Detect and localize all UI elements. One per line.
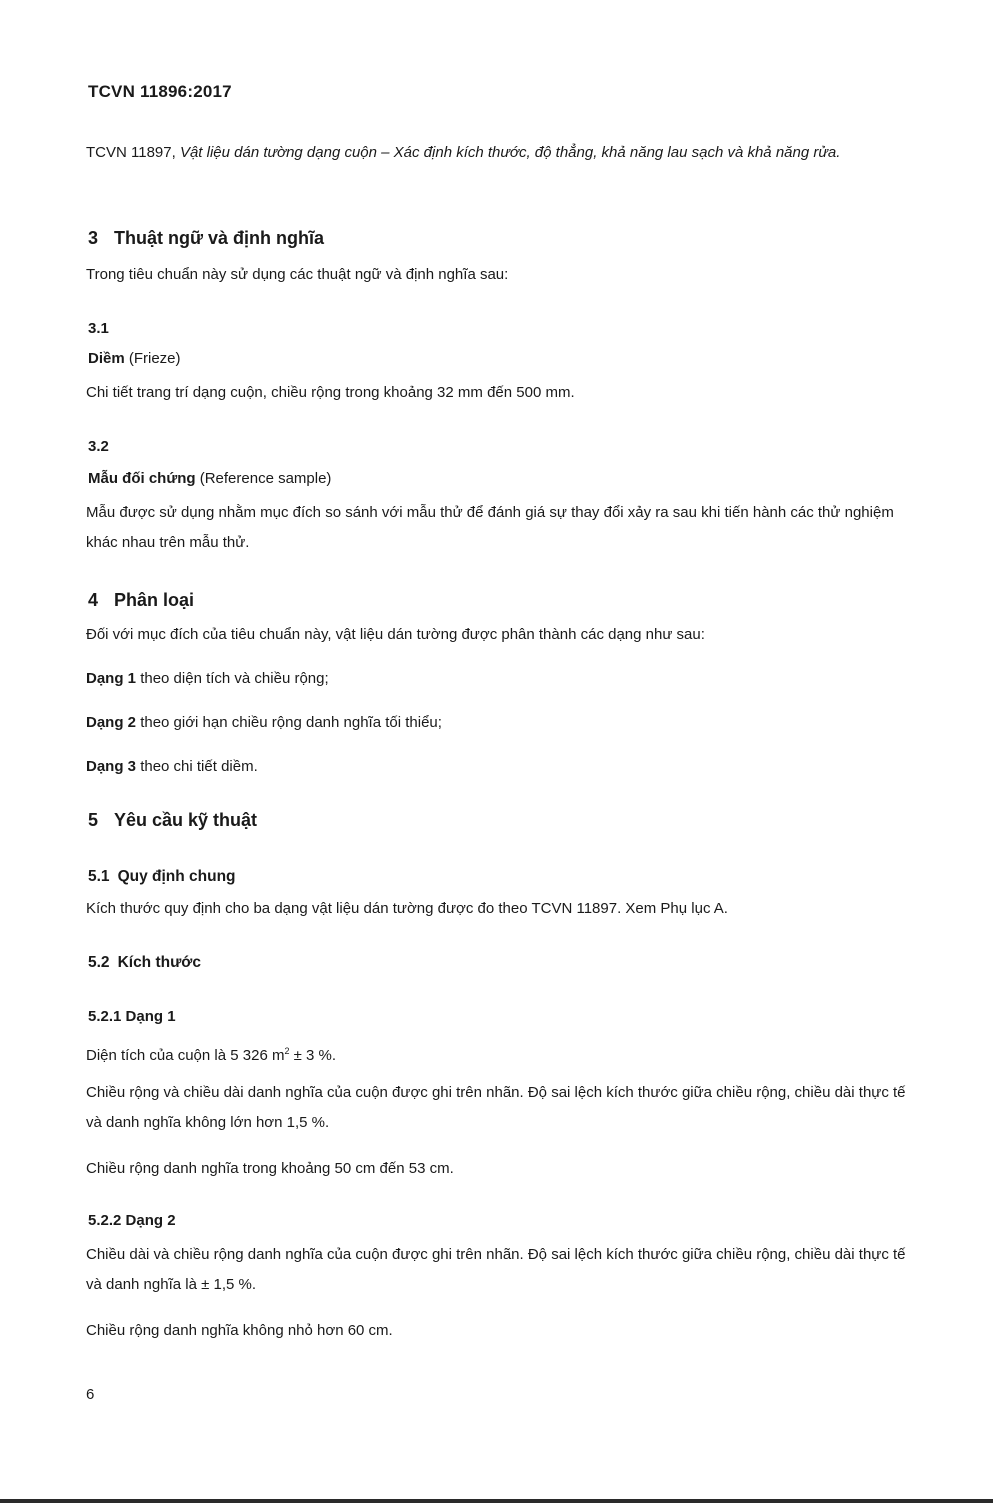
section-5-2-1-width: Chiều rộng danh nghĩa trong khoảng 50 cm đến 53 cm. xyxy=(86,1160,454,1177)
section-5-2-2-heading: 5.2.2 Dạng 2 xyxy=(88,1212,176,1229)
section-5-2-2-tolerance: Chiều dài và chiều rộng danh nghĩa của cuộn được ghi trên nhãn. Độ sai lệch kích thước giữa chiều rộng, chiều dài thực tế và danh nghĩa là ± 1,5 %. xyxy=(86,1246,906,1293)
term-3-1-number: 3.1 xyxy=(88,320,109,337)
classification-item: Dạng 3 theo chi tiết diềm. xyxy=(86,758,258,775)
section-4-intro: Đối với mục đích của tiêu chuẩn này, vật liệu dán tường được phân thành các dạng như sau: xyxy=(86,626,705,643)
section-5-2-1-heading: 5.2.1 Dạng 1 xyxy=(88,1008,176,1025)
section-5-2-2-width: Chiều rộng danh nghĩa không nhỏ hơn 60 cm. xyxy=(86,1322,393,1339)
section-3-intro: Trong tiêu chuẩn này sử dụng các thuật ngữ và định nghĩa sau: xyxy=(86,266,509,283)
page-number: 6 xyxy=(86,1386,95,1403)
term-3-2-definition: Mẫu được sử dụng nhằm mục đích so sánh với mẫu thử để đánh giá sự thay đổi xảy ra sau khi tiến hành các thử nghiệm khác nhau trên mẫu thử. xyxy=(86,504,894,551)
document-header: TCVN 11896:2017 xyxy=(88,82,232,101)
section-5-2-heading: 5.2 Kích thước xyxy=(88,954,201,971)
term-3-2-number: 3.2 xyxy=(88,438,109,455)
section-5-1-heading: 5.1 Quy định chung xyxy=(88,868,236,885)
section-3-heading: 3 Thuật ngữ và định nghĩa xyxy=(88,228,325,248)
term-3-2-name: Mẫu đối chứng xyxy=(88,470,196,487)
term-3-1 xyxy=(88,350,181,367)
section-5-1-text: Kích thước quy định cho ba dạng vật liệu dán tường được đo theo TCVN 11897. Xem Phụ lục A. xyxy=(86,900,728,917)
section-5-heading: 5 Yêu cầu kỹ thuật xyxy=(88,810,258,830)
classification-item: Dạng 1 theo diện tích và chiều rộng; xyxy=(86,670,329,687)
roll-area-text: Diện tích của cuộn là 5 326 $m^2 \pm 3$ %. xyxy=(86,1046,337,1064)
section-4-heading: 4 Phân loại xyxy=(88,590,195,610)
reference-title: Vật liệu dán tường dạng cuộn – Xác định kích thước, độ thẳng, khả năng lau sạch và khả năng rửa. xyxy=(179,144,841,161)
term-3-1-definition: Chi tiết trang trí dạng cuộn, chiều rộng trong khoảng 32 mm đến 500 mm. xyxy=(86,384,575,401)
term-3-2 xyxy=(88,470,331,487)
section-5-2-1-tolerance: Chiều rộng và chiều dài danh nghĩa của cuộn được ghi trên nhãn. Độ sai lệch kích thước giữa chiều rộng, chiều dài thực tế và danh nghĩa không lớn hơn 1,5 %. xyxy=(86,1084,906,1131)
term-3-1-english: (Frieze) xyxy=(128,350,181,367)
classification-item: Dạng 2 theo giới hạn chiều rộng danh nghĩa tối thiểu; xyxy=(86,714,442,731)
scan-edge-line xyxy=(0,1499,993,1503)
term-3-1-name: Diềm xyxy=(88,350,125,367)
reference-code: TCVN 11897, xyxy=(86,144,176,161)
term-3-2-english: (Reference sample) xyxy=(199,470,332,487)
normative-reference xyxy=(86,138,918,168)
